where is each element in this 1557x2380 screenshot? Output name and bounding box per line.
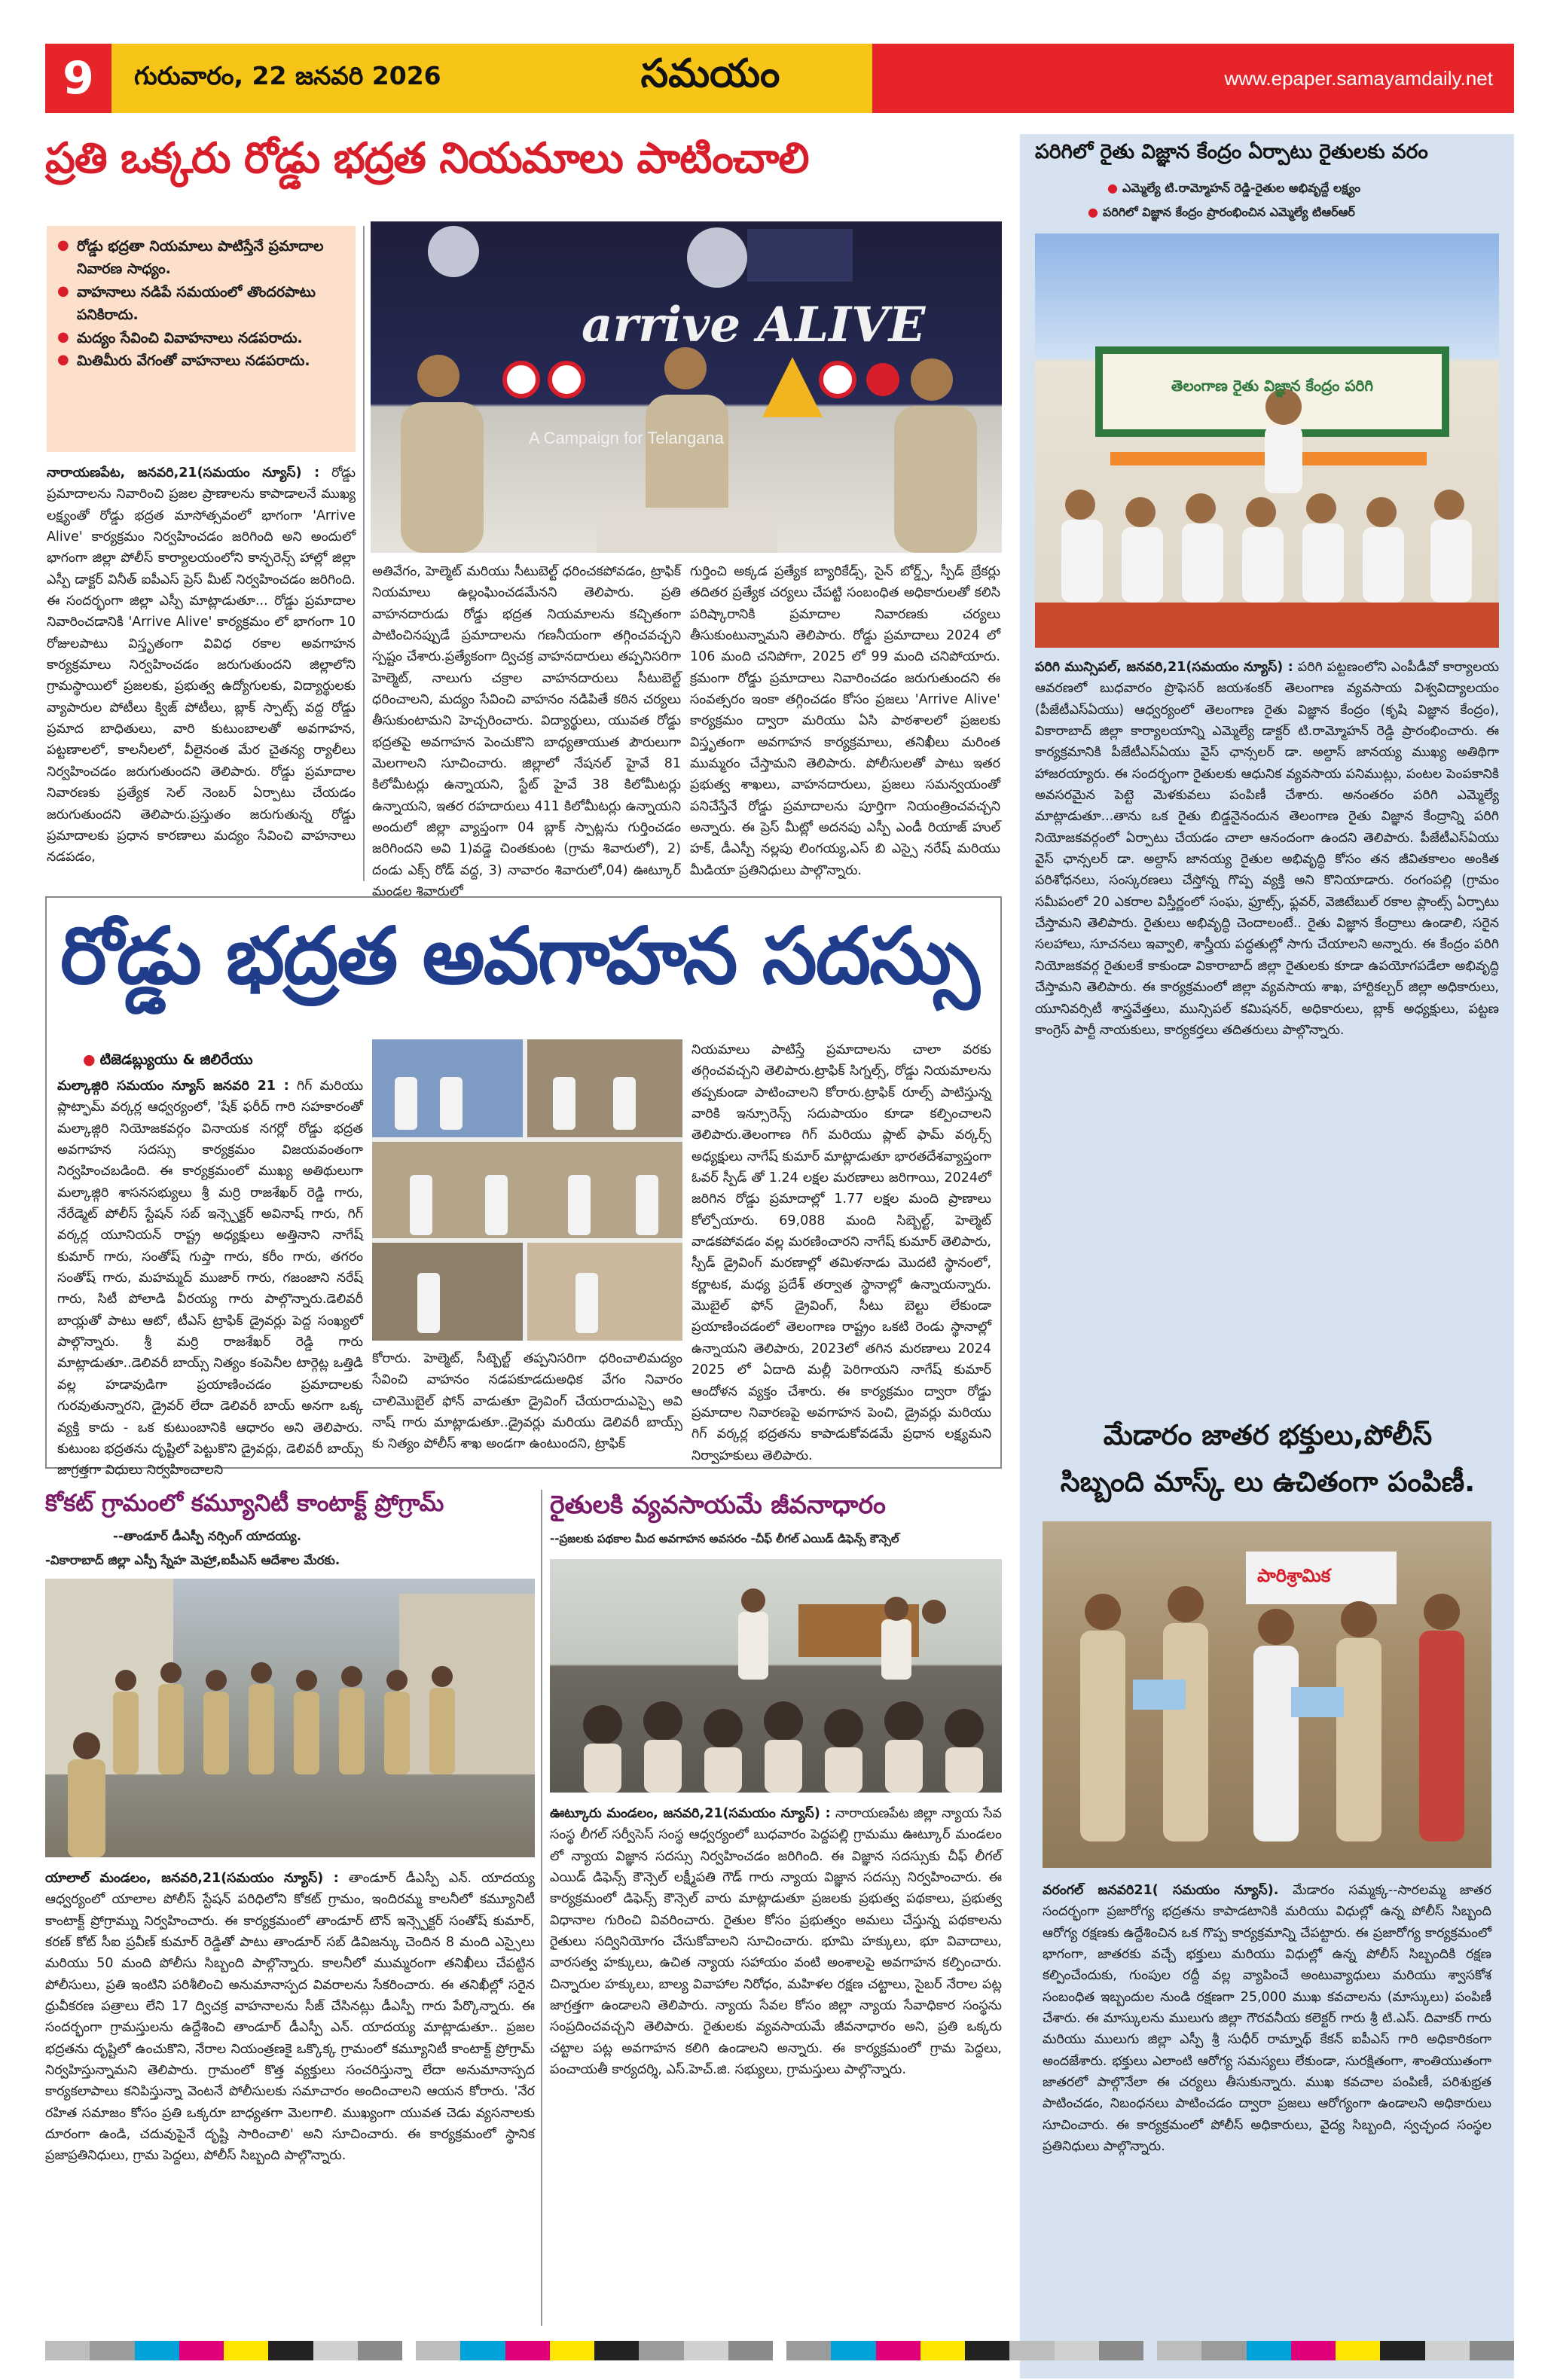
- right2-text: మేడారం సమ్మక్క--సారలమ్మ జాతర సందర్భంగా ప్రజారోగ్య భద్రతను కాపాడటానికి మరియు విధుల్లో ఉన్న పోలీస్ సిబ్బంది ఆరోగ్య రక్షణకు ఉద్దేశించిన ఒక గొప్ప కార్యక్రమాన్ని చేపట్టారు. ఈ ప్రజారోగ్య కార్యక్రమంలో భాగంగా, జాతరకు వచ్చే భక్తులు మరియు విధుల్లో ఉన్న పోలీస్ సిబ్బందికి రక్షణ కల్పించేందుకు, గుంపుల రద్దీ వల్ల వ్యాపించే అంటువ్యాధులు మరియు శ్వాసకోశ సంబంధిత ఇబ్బందుల నుండి రక్షణగా 25,000 ముఖ కవచాలను (మాస్కులు) పంపిణీ చేశారు. ఈ మాస్కులను ములుగు జిల్లా గౌరవనీయ కలెక్టర్ గారు శ్రీ టి.ఎస్. దివాకర్ గారు మరియు ములుగు జిల్లా ఎస్పీ శ్రీ సుధీర్ రామ్నాథ్ కేకన్ ఐపీఎస్ గారి అధికారికంగా అందజేశారు. భక్తులు ఎలాంటి ఆరోగ్య సమస్యలు లేకుండా, సురక్షితంగా, శాంతియుతంగా జాతరలో పాల్గొనేలా ఈ చర్యలు తీసుకున్నారు. ముఖ కవచాల పంపిణీ, పరిశుభ్రత పాటించడం, నిబంధనలు పాటించడం ద్వారా ప్రజలు ఆరోగ్యంగా ఉండాలని అధికారులు సూచించారు. ఈ కార్యక్రమంలో పోలీస్ అధికారులు, వైద్య సిబ్బంది, స్వచ్ఛంద సంస్థల ప్రతినిధులు పాల్గొన్నారు.: [1043, 1883, 1491, 2155]
- article3-headline: కోకట్ గ్రామంలో కమ్యూనిటీ కాంటాక్ట్ ప్రోగ్రామ్: [45, 1490, 444, 1517]
- article4-body: [550, 1803, 1002, 2327]
- article4-dateline: ఊట్కూరు మండలం, జనవరి,21(సమయం న్యూస్) :: [550, 1806, 831, 1821]
- article3-sub1: --తాండూర్ డీఎస్పీ నర్సింగ్ యాదయ్య.: [113, 1529, 302, 1543]
- right1-headline: పరిగిలో రైతు విజ్ఞాన కేంద్రం ఏర్పాటు రైతులకు వరం: [1035, 140, 1428, 163]
- paper-url[interactable]: www.epaper.samayamdaily.net: [872, 44, 1514, 113]
- article2-col1: [57, 1076, 363, 1478]
- right1-sub2: ● పరిగిలో విజ్ఞాన కేంద్రం ప్రారంభించిన ఎమ్మెల్యే టిఆర్ఆర్: [1088, 205, 1479, 222]
- collage-art: [372, 1039, 682, 1341]
- article2-dateline: మల్కాజ్గిరి సమయం న్యూస్ జనవరి 21 :: [57, 1079, 289, 1094]
- right1-text: పరిగి పట్టణంలోని ఎంపీడీవో కార్యాలయ ఆవరణలో బుధవారం ప్రొఫెసర్ జయశంకర్ తెలంగాణ వ్యవసాయ విశ్వవిద్యాలయం (పీజేటీఎస్ఏయు) ఆధ్వర్యంలో తెలంగాణ రైతు విజ్ఞాన కేంద్రం (కృషి విజ్ఞాన కేంద్రం), వికారాబాద్ జిల్లా కార్యాలయాన్ని ఎమ్మెల్యే డాక్టర్ టి.రామ్మోహన్ రెడ్డి ప్రారంభించారు. ఈ కార్యక్రమానికి పీజేటీఎస్ఏయు వైస్ ఛాన్సలర్ డా. అల్దాస్ జానయ్య ముఖ్య అతిథిగా హాజరయ్యారు. ఈ సందర్భంగా రైతులకు ఆధునిక వ్యవసాయ పనిముట్లు, పంటల పెంపకానికి అవసరమైన పెట్టె మెళకువలు పంపిణీ చేశారు. అనంతరం పరిగి ఎమ్మెల్యే మాట్లాడుతూ...తాను ఒక రైతు బిడ్డనైనందున తెలంగాణ రైతు విజ్ఞాన కేంద్రాన్ని పరిగి నియోజకవర్గంలో ఏర్పాటు చేయడం చాలా ఆనందంగా ఉందని తెలిపారు. పీజేటీఎస్ఏయు వైస్ ఛాన్సలర్ డా. అల్దాస్ జానయ్య రైతుల అభివృద్ధి కోసం తన జీవితకాలం అంకిత పరిశోధనలు, సంస్కరణలు చేస్తోన్న గొప్ప వ్యక్తి అని కొనియాడారు. రంగంపల్లి (గ్రామం సమీపంలో 20 ఎకరాల విస్తీర్ణంలో సంఘ, ఫ్రూట్స్, ఫ్లవర్, వెజిటేబుల్ రకాల ప్లాంట్స్ ఏర్పాటు చేస్తామని తెలిపారు. రైతులు అభివృద్ధి చెందాలంటే.. రైతు విజ్ఞాన కేంద్రాలు ఉండాలి, సరైన సలహాలు, సూచనలు ఇవ్వాలి, శాస్త్రీయ పద్ధతుల్లో సాగు చేయాలని అన్నారు. ఈ కేంద్రం పరిగి నియోజకవర్గ రైతులకే కాకుండా వికారాబాద్ జిల్లా రైతులకు కూడా ఉపయోగపడేలా అభివృద్ధి చేస్తామని తెలిపారు. ఈ కార్యక్రమంలో జిల్లా వ్యవసాయ శాఖ, హార్టికల్చర్ జిల్లా అధికారులు, యూనివర్సిటీ శాస్త్రవేత్తలు, మున్సిపల్ కమిషనర్, అధికారులు, బ్లాక్ అధ్యక్షులు, పట్టణ కాంగ్రెస్ పార్టీ నాయకులు, కార్యకర్తలు తదితరులు పాల్గొన్నారు.: [1035, 660, 1499, 1038]
- article2-under-photo: కోరారు. హెల్మెట్, సీట్బెల్ట్ తప్పనిసరిగా ధరించాలిమద్యం సేవించి వాహనం నడపకూడదుఅధిక వేగం నివారం చాలిమొబైల్ ఫోన్ వాడుతూ డ్రైవింగ్ చేయరాదుఎస్సై అవి నాష్ గారు మాట్లాడుతూ..డ్రైవర్లు మరియు డెలివరీ బాయ్స్ కు నిత్యం పోలీస్ శాఖ అండగా ఉంటుందని, ట్రాఫిక్: [372, 1351, 682, 1452]
- right2-headline-line1: మేడారం జాతర భక్తులు,పోలీస్: [1103, 1419, 1433, 1451]
- right1-sub1: ● ఎమ్మెల్యే టి.రామ్మోహన్ రెడ్డి-రైతుల అభివృద్దే లక్ష్యం: [1107, 181, 1499, 198]
- article4-text: నారాయణపేట జిల్లా న్యాయ సేవ సంస్థ లీగల్ సర్వీసెస్ సంస్థ ఆధ్వర్యంలో బుధవారం పెద్దపల్లి గ్రామము ఊట్కూర్ మండలం లో న్యాయ విజ్ఞాన సదస్సు నిర్వహించడం జరిగింది. ఈ విజ్ఞాన సదస్సుకు చీఫ్ లీగల్ ఎయిడ్ డిఫెన్స్ కౌన్సెల్ లక్ష్మీపతి గౌడ్ గారు న్యాయ విజ్ఞాన సదస్సు నిర్వహించారు. ఈ కార్యక్రమంలో డిఫెన్స్ కౌన్సెల్ వారు మాట్లాడుతూ ప్రజలకు ప్రభుత్వ పథకాలు, ప్రభుత్వ విధానాల గురించి వివరించారు. రైతుల కోసం ప్రభుత్వం అమలు చేస్తున్న పథకాలను రైతులు సద్వినియోగం చేసుకోవాలని సూచించారు. భూమి హక్కులు, భూ వివాదాలు, వారసత్వ హక్కులు, ఉచిత న్యాయ సహాయం వంటి అంశాలపై అవగాహన కల్పించారు. చిన్నారుల హక్కులు, బాల్య వివాహాల నిరోధం, మహిళల రక్షణ చట్టాలు, సైబర్ నేరాల పట్ల జాగ్రత్తగా ఉండాలని తెలిపారు. న్యాయ సేవల కోసం జిల్లా న్యాయ సేవాధికార సంస్థను సంప్రదించవచ్చని తెలిపారు. రైతులకు వ్యవసాయమే జీవనాధారం అని, ప్రతి ఒక్కరు చట్టాల పట్ల అవగాహన కలిగి ఉండాలని అన్నారు. ఈ కార్యక్రమంలో గ్రామ పెద్దలు, పంచాయతీ కార్యదర్శి, ఎస్.హెచ్.జి. సభ్యులు, గ్రామస్తులు పాల్గొన్నారు.: [550, 1806, 1002, 2078]
- legal-awareness-photo: [550, 1559, 1002, 1793]
- color-bar: [45, 2341, 402, 2360]
- article3-sub2: -వికారాబాద్ జిల్లా ఎస్పీ స్నేహ మెహ్రా,ఐపీఎస్ ఆదేశాల మేరకు.: [45, 1553, 340, 1567]
- article3-body: [45, 1868, 535, 2327]
- banner-caption: A Campaign for Telangana: [529, 429, 724, 447]
- highlight-item: ● రోడ్డు భద్రతా నియమాలు పాటిస్తేనే ప్రమాదాల నివారణ సాధ్యం.: [57, 235, 345, 281]
- highlight-item: ● మితిమీరు వేగంతో వాహనాలు నడపరాదు.: [57, 349, 345, 372]
- print-color-bars: [45, 2341, 1514, 2360]
- page-number: 9: [45, 44, 111, 113]
- article3-text: తాండూర్ డీఎస్పీ ఎన్. యాదయ్య ఆధ్వర్యంలో యాలాల పోలీస్ స్టేషన్ పరిధిలోని కోకట్ గ్రామం, ఇందిరమ్మ కాలనీలో కమ్యూనిటీ కాంటాక్ట్ ప్రోగ్రామ్ను నిర్వహించారు. ఈ కార్యక్రమంలో తాండూర్ టౌన్ ఇన్స్పెక్టర్ సంతోష్ కుమార్, కరణ్ కోట్ సీఐ ప్రవీణ్ కుమార్ రెడ్డితో పాటు తాండూర్ సబ్ డివిజన్కు చెందిన 8 మంది ఎస్సైలు మరియు 50 మంది పోలీసు సిబ్బంది పాల్గొన్నారు. కాలనీలో ముమ్మరంగా తనిఖీలు చేపట్టిన పోలీసులు, ప్రతి ఇంటిని పరిశీలించి అనుమానాస్పద వివరాలను సేకరించారు. ఈ తనిఖీల్లో సరైన ధ్రువీకరణ పత్రాలు లేని 17 ద్విచక్ర వాహనాలను సీజ్ చేసినట్లు డీఎస్పీ గారు పేర్కొన్నారు. ఈ సందర్భంగా గ్రామస్తులను ఉద్దేశించి తాండూర్ డీఎస్పీ ఎన్. యాదయ్య మాట్లాడుతూ.. ప్రజల భద్రతను దృష్టిలో ఉంచుకొని, నేరాల నియంత్రణకై ఒక్కొక్క గ్రామంలో కమ్యూనిటీ కాంటాక్ట్ ప్రోగ్రామ్ నిర్వహిస్తున్నామని తెలిపారు. గ్రామంలో కొత్త వ్యక్తులు సంచరిస్తున్నా లేదా అనుమానాస్పద కార్యకలాపాలు కనిపిస్తున్నా వెంటనే పోలీసులకు సమాచారం అందించాలని ఆయన కోరారు. 'నేర రహిత సమాజం కోసం ప్రతి ఒక్కరూ బాధ్యతగా మెలగాలి. ముఖ్యంగా యువత చెడు వ్యసనాలకు దూరంగా ఉండి, చదువుపైనే దృష్టి సారించాలి' అని సూచించారు. ఈ కార్యక్రమంలో స్థానిక ప్రజాప్రతినిధులు, గ్రామ పెద్దలు, పోలీస్ సిబ్బంది పాల్గొన్నారు.: [45, 1871, 535, 2164]
- police-parade-art: [45, 1579, 535, 1857]
- banner-text: arrive ALIVE: [582, 297, 926, 353]
- color-bar: [786, 2341, 1143, 2360]
- paper-name: సమయం: [548, 44, 872, 113]
- legal-awareness-art: [550, 1559, 1002, 1793]
- article1-col1: [47, 462, 356, 884]
- article1-col1-text: రోడ్డు ప్రమాదాలను నివారించి ప్రజల ప్రాణాలను కాపాడాలనే ముఖ్య లక్ష్యంతో రోడ్డు భద్రత మాసోత్సవంలో భాగంగా 'Arrive Alive' కార్యక్రమం నిర్వహించడం జరిగింది అని అందులో భాగంగా జిల్లా పోలీస్ కార్యాలయంలోని కాన్ఫరెన్స్ హాల్లో జిల్లా ఎస్పీ డాక్టర్ వినీత్ ఐపీఎస్ ప్రెస్ మీట్ నిర్వహించడం జరిగింది. ఈ సందర్భంగా జిల్లా ఎస్పీ మాట్లాడుతూ... రోడ్డు ప్రమాదాల నివారించడానికి 'Arrive Alive' కార్యక్రమం లో భాగంగా 10 రోజులపాటు విస్తృతంగా వివిధ రకాల అవగాహన కార్యక్రమాలు నిర్వహించడం జరుగుతుందని జిల్లాలోని గ్రామస్థాయిలో ప్రజలకు, ప్రభుత్వ ఉద్యోగులకు, విద్యార్థులకు వ్యాపారుల పోటీలు క్విజ్ పోటీలు, బ్లాక్ స్పాట్స్ వద్ద రోడ్డు ప్రమాద బాధితులు, వారి కుటుంబాలతో అవగాహన, పట్టణాలలో, కాలనీలలో, వీలైనంత మేర చైతన్య ర్యాలీలు నిర్వహించడం జరుగుతుందని తెలిపారు. రోడ్డు ప్రమాదాల నివారణకు ప్రత్యేక సెల్ నెంబర్ ఏర్పాటు చేయడం జరుగుతుందని తెలిపారు.ప్రస్తుతం జరుగుతున్న రోడ్డు ప్రమాదాలకు ప్రధాన కారణాలు మద్యం సేవించి వాహనాలు నడపడం,: [47, 465, 356, 865]
- article1-headline: ప్రతి ఒక్కరు రోడ్డు భద్రత నియమాలు పాటించాలి: [45, 134, 809, 183]
- article1-highlights: [47, 226, 356, 452]
- article4-sub1: --ప్రజలకు పథకాల మీద అవగాహన అవసరం -చీఫ్ లీగల్ ఎయిడ్ డిఫెన్స్ కౌన్సెల్: [550, 1532, 899, 1545]
- masthead: [45, 44, 1514, 113]
- right2-dateline: వరంగల్ జనవరి21( సమయం న్యూస్).: [1043, 1883, 1279, 1898]
- highlight-item: ● వాహనాలు నడిపే సమయంలో తొందరపాటు పనికిరాదు.: [57, 281, 345, 327]
- agri-meeting-photo: [1035, 233, 1499, 648]
- agri-stage-banner: తెలంగాణ రైతు విజ్ఞాన కేంద్రం పరిగి: [1171, 377, 1374, 395]
- right2-body: [1043, 1880, 1491, 2332]
- article3-dateline: యాలాల్ మండలం, జనవరి,21(సమయం న్యూస్) :: [45, 1871, 339, 1886]
- arrive-alive-photo-art: [371, 221, 1002, 553]
- highlight-item: ● మద్యం సేవించి వివాహనాలు నడపరాదు.: [57, 327, 345, 349]
- color-bar: [1157, 2341, 1514, 2360]
- article2-headline: రోడ్డు భద్రత అవగాహన సదస్సు: [60, 910, 978, 1002]
- mask-photo-banner: పారిశ్రామిక: [1257, 1565, 1331, 1586]
- article1-col3: గుర్తించి అక్కడ ప్రత్యేక బ్యారికేడ్స్, సైన్ బోర్డ్స్, స్పీడ్ బ్రేకర్లు తదితర ప్రత్యేక చర్యలు చేపట్టి సంబంధిత అధికారులతో కలిసి పరిష్కారానికి ప్రమాదాల నివారణకు చర్యలు తీసుకుంటున్నామని తెలిపారు. రోడ్డు ప్రమాదాలు 2024 లో 106 మంది చనిపోగా, 2025 లో 99 మంది చనిపోయారు. క్రమంగా రోడ్డు ప్రమాదాలు నివారించడం జరుగుతుందని ఈ సంవత్సరం ఇంకా తగ్గించడం కోసం ప్రజలు 'Arrive Alive' కార్యక్రమం ద్వారా మరియు ఏసి పాఠశాలలో ప్రజలకు విస్తృతంగా అవగాహన కార్యక్రమాలు, తనిఖీలు మరింత ముమ్మరం చేస్తామని తెలిపారు. పోలీసులతో పాటు ఇతర ప్రభుత్వ శాఖలు, వాహనదారులు, ప్రజలు సమన్వయంతో పనిచేస్తేనే రోడ్డు ప్రమాదాలను పూర్తిగా నియంత్రించవచ్చని అన్నారు. ఈ ప్రెస్ మీట్లో అదనపు ఎస్పీ ఎండీ రియాజ్ హుల్ హక్, డీఎస్పీ నల్లపు లింగయ్య,ఎస్ బి ఎస్సై నరేష్ మరియు మీడియా ప్రతినిధులు పాల్గొన్నారు.: [690, 564, 1000, 878]
- right1-body: [1035, 657, 1499, 1410]
- article4-headline: రైతులకి వ్యవసాయమే జీవనాధారం: [550, 1490, 886, 1519]
- arrive-alive-photo: [371, 221, 1002, 553]
- awareness-collage-photo: [372, 1039, 682, 1341]
- right1-dateline: పరిగి మున్సిపల్, జనవరి,21(సమయం న్యూస్) :: [1035, 660, 1293, 675]
- article2-col2: నియమాలు పాటిస్తే ప్రమాదాలను చాలా వరకు తగ్గించవచ్చని తెలిపారు.ట్రాఫిక్ సిగ్నల్స్, రోడ్డు నియమాలను తప్పకుండా పాటించాలని కోరారు.ట్రాఫిక్ రూల్స్ పాటిస్తున్న వారికి ఇన్సూరెన్స్ సదుపాయం కూడా కల్పించాలని తెలిపారు.తెలంగాణ గిగ్ మరియు ప్లాట్ ఫామ్ వర్కర్స్ అధ్యక్షులు నాగేష్ కుమార్ మాట్లాడుతూ భారతదేశవ్యాప్తంగా ఓవర్ స్పీడ్ తో 1.24 లక్షల మరణాలు జరిగాయి, 2024లో జరిగిన రోడ్డు ప్రమాదాల్లో 1.77 లక్షల మంది ప్రాణాలు కోల్పోయారు. 69,088 మంది సిబ్బెల్ట్, హెల్మెట్ వాడకపోవడం వల్ల మరణించారని నాగేష్ కుమార్ తెలిపారు, స్పీడ్ డ్రైవింగ్ మరణాల్లో తమిళనాడు మొదటి స్థానంలో, కర్ణాటక, మధ్య ప్రదేశ్ తర్వాత స్థానాల్లో ఉన్నాయన్నారు. మొబైల్ ఫోన్ డ్రైవింగ్, సీటు బెల్టు లేకుండా ప్రయాణించడంలో తెలంగాణ రాష్ట్రం ఒకటి రెండు స్థానాల్లో ఉన్నాయని తెలిపారు, 2023లో తగిన మరణాలు 2024 2025 లో ఏదాది మల్లీ పెరిగాయని నాగేష్ కుమార్ ఆందోళన వ్యక్తం చేశారు. ఈ కార్యక్రమం ద్వారా రోడ్డు ప్రమాదాల నివారణపై అవగాహన పెంచి, డ్రైవర్లు మరియు గిగ్ వర్కర్ల భద్రతను కాపాడుకోవడమే ప్రధాన లక్ష్యమని నిర్వాహకులు తెలిపారు.: [691, 1042, 991, 1463]
- mask-distribution-photo: [1043, 1521, 1491, 1868]
- article1-dateline: నారాయణపేట, జనవరి,21(సమయం న్యూస్) :: [47, 465, 320, 481]
- article1-col2: అతివేగం, హెల్మెట్ మరియు సీటుబెల్ట్ ధరించకపోవడం, ట్రాఫిక్ నియమాలు ఉల్లంఘించడమేనని తెలిపారు. ప్రతి వాహనదారుడు రోడ్డు భద్రత నియమాలను కచ్చితంగా పాటించినప్పుడే ప్రమాదాలను గణనీయంగా తగ్గించవచ్చని స్పష్టం చేశారు.ప్రత్యేకంగా ద్విచక్ర వాహనదారులు తప్పనిసరిగా హెల్మెట్, నాలుగు చక్రాల వాహనదారులు సీటుబెల్ట్ ధరించాలని, మద్యం సేవించి వాహనం నడిపితే కఠిన చర్యలు తీసుకుంటామని హెచ్చరించారు. విద్యార్థులు, యువత రోడ్డు భద్రతపై అవగాహన పెంచుకొని బాధ్యతాయుత పౌరులుగా మెలగాలని సూచించారు. జిల్లాలో నేషనల్ హైవే 81 కిలోమీటర్లు ఉన్నాయని, స్టేట్ హైవే 38 కిలోమీటర్లు ఉన్నాయని, ఇతర రహదారులు 411 కిలోమీటర్లు ఉన్నాయని అందులో జిల్లా వ్యాప్తంగా 04 బ్లాక్ స్పాట్లను గుర్తించడం జరిగిందని అవి 1)వడ్డె చింతకుంట (గ్రామ శివారులో), 2) దండు ఎక్స్ రోడ్ వద్ద, 3) నావారం శివారులో,04) ఊట్కూర్ మండల శివారులో: [372, 564, 681, 900]
- column-rule: [541, 1490, 542, 2326]
- article2-col1-text: గిగ్ మరియు ప్లాట్ఫామ్ వర్కర్ల ఆధ్వర్యంలో, 'షేక్ ఫరీద్ గారి సహకారంతో మల్కాజ్గిరి నియోజకవర్గం వినాయక నగర్లో రోడ్డు భద్రత అవగాహన సదస్సు కార్యక్రమం విజయవంతంగా నిర్వహించబడింది. ఈ కార్యక్రమంలో ముఖ్య అతిథులుగా మల్కాజ్గిరి శాసనసభ్యులు శ్రీ మర్రి రాజశేఖర్ రెడ్డి గారు, నేరేడ్మెట్ పోలీస్ స్టేషన్ సబ్ ఇన్స్పెక్టర్ అవినాష్ గారు, గిగ్ వర్కర్ల యూనియన్ రాష్ట్ర అధ్యక్షులు అత్తినాని నాగేష్ కుమార్ గారు, సంతోష్ గుప్తా గారు, కరీం గారు, తగరం సంతోష్ గారు, మహమ్మద్ ముజార్ గారు, గజంజాని నరేష్ గారు, సిటీ పోలాడి వీరయ్య గారు పాల్గొన్నారు.డెలివరీ బాయ్లతో పాటు ఆటో, టీఎస్ ట్రాఫిక్ డ్రైవర్లు పెద్ద సంఖ్యలో పాల్గొన్నారు. శ్రీ మర్రి రాజశేఖర్ రెడ్డి గారు మాట్లాడుతూ..డెలివరీ బాయ్స్ నిత్యం కంపెనీల టార్గెట్ల ఒత్తిడి వల్ల హడావుడిగా ప్రయాణించడం ప్రమాదాలకు గురవుతున్నారని, డ్రైవర్ లేదా డెలివరీ బాయ్ అనగా ఒక్క వ్యక్తి కాదు - ఒక కుటుంబానికి ఆధారం అని తెలిపారు. కుటుంబ భద్రతను దృష్టిలో పెట్టుకొని డ్రైవర్లు, డెలివరీ బాయ్స్ జాగ్రత్తగా విధులు నిర్వహించాలని: [57, 1079, 363, 1478]
- column-rule: [363, 226, 365, 881]
- police-parade-photo: [45, 1579, 535, 1857]
- color-bar: [416, 2341, 773, 2360]
- agri-meeting-art: [1035, 233, 1499, 648]
- article2-byline: ● టిజెడబ్ల్యుయు & జిలిరేయు: [83, 1051, 253, 1072]
- right2-headline-line2: సిబ్బంది మాస్క్ లు ఉచితంగా పంపిణీ.: [1060, 1466, 1476, 1498]
- issue-date: గురువారం, 22 జనవరి 2026: [111, 44, 548, 113]
